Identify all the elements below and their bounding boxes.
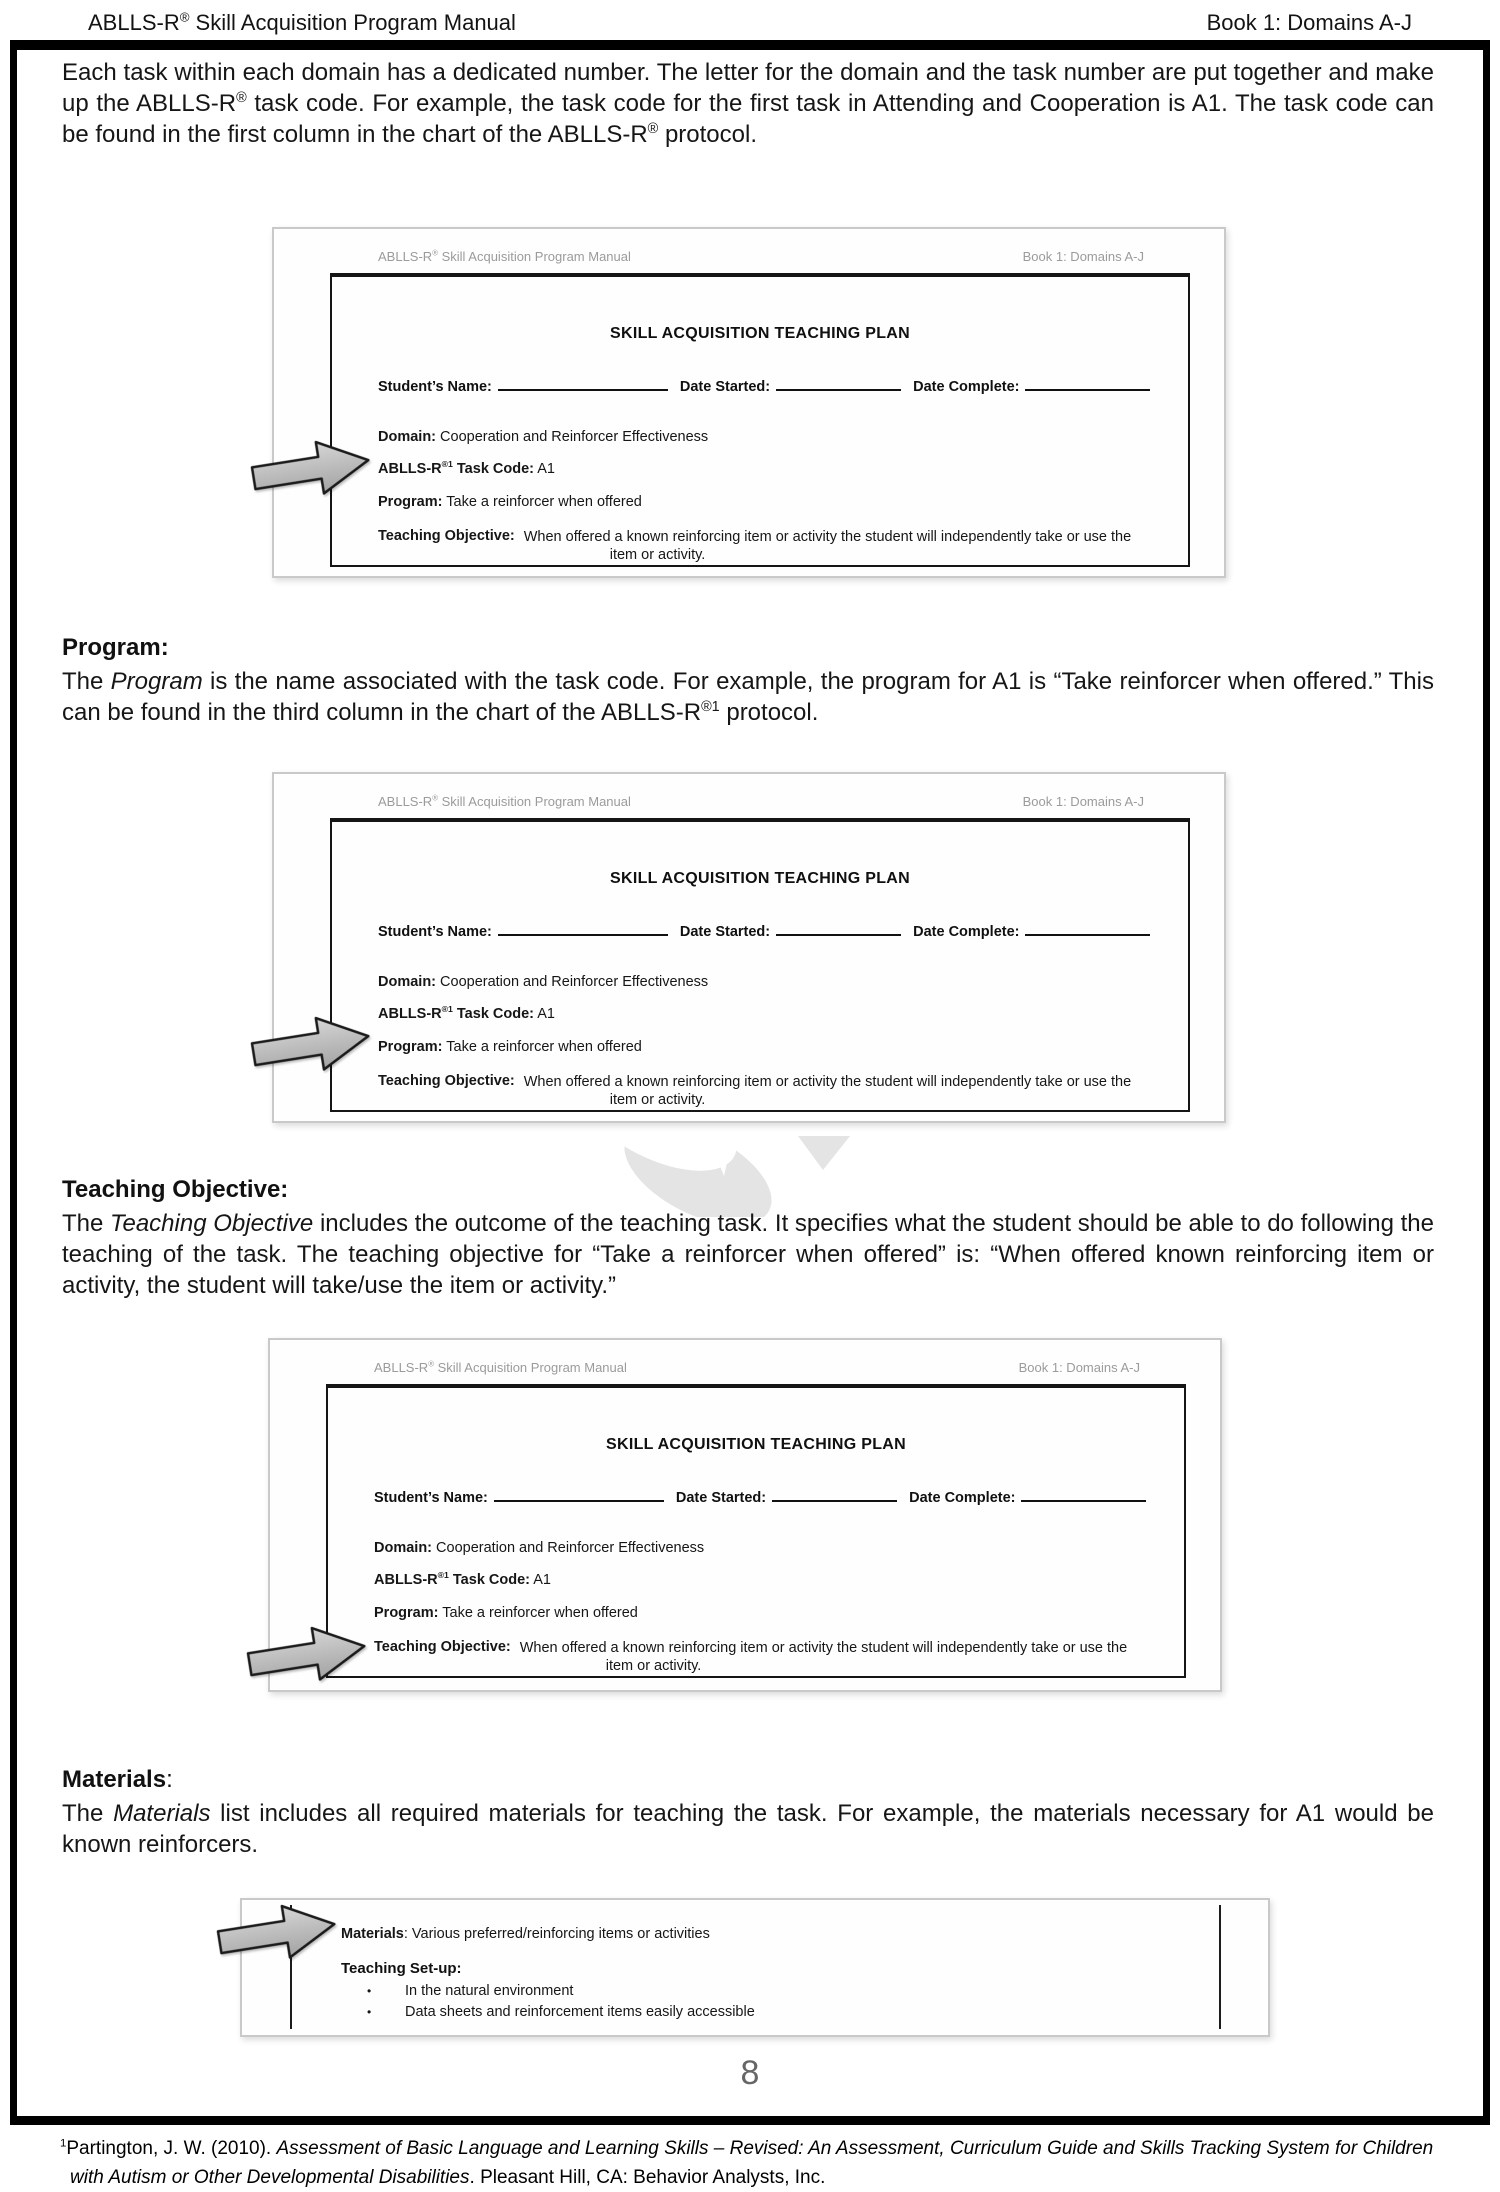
program-text-mid: is the name associated with the task code. For example, the program for A1 is “Take reinforcer when offered.” This can be found in the third column in the chart of the ABLLS-R [62, 668, 1434, 726]
materials-heading-colon: : [166, 1766, 173, 1793]
registered-mark: ®1 [437, 1570, 449, 1581]
task-code-label-post: Task Code: [448, 1572, 530, 1588]
domain-value: Cooperation and Reinforcer Effectiveness [440, 974, 709, 990]
registered-mark: ® [428, 1359, 434, 1369]
bullet-text: In the natural environment [405, 1983, 574, 1999]
program-row [378, 1039, 642, 1055]
teaching-setup-label: Teaching Set-up: [341, 1960, 462, 1977]
figure-mini-header [378, 249, 1144, 264]
mini-header-title [374, 1360, 627, 1375]
student-name-blank [498, 922, 668, 936]
intro-paragraph [62, 57, 1434, 150]
materials-value: : Various preferred/reinforcing items or activities [403, 1926, 710, 1942]
mini-header-title [378, 794, 631, 809]
domain-label: Domain: [378, 429, 436, 445]
page-number: 8 [740, 2054, 760, 2092]
objective-label: Teaching Objective: [378, 528, 515, 544]
student-info-row [374, 1488, 1176, 1506]
student-info-row [378, 922, 1180, 940]
materials-screenshot [240, 1898, 1270, 2037]
mini-header-text: ABLLS-R [378, 249, 433, 264]
student-name-blank [494, 1488, 664, 1502]
student-name-label: Student’s Name: [378, 379, 492, 395]
logo-watermark [620, 1132, 860, 1217]
header-title-text: ABLLS-R [88, 10, 180, 35]
teaching-plan-screenshot-2 [272, 772, 1226, 1123]
registered-mark: ® [236, 90, 247, 106]
objective-value [524, 528, 1180, 564]
objective-label: Teaching Objective: [374, 1639, 511, 1655]
materials-row [341, 1926, 710, 1942]
program-value: Take a reinforcer when offered [446, 494, 642, 510]
task-code-label [374, 1572, 530, 1588]
date-started-blank [772, 1488, 897, 1502]
task-code-value: A1 [537, 461, 555, 477]
registered-mark: ® [432, 793, 438, 803]
task-code-row [378, 1006, 555, 1022]
objective-text-pre: The [62, 1210, 111, 1237]
registered-mark: ® [179, 9, 190, 25]
date-complete-blank [1021, 1488, 1146, 1502]
footnote-citation-pre: Partington, J. W. (2010). [66, 2138, 277, 2159]
program-row [374, 1605, 638, 1621]
footnote-marker: 1 [60, 2137, 67, 2150]
date-started-label: Date Started: [679, 379, 771, 395]
mini-header-text: ABLLS-R [374, 1360, 429, 1375]
setup-bullet-item [367, 2004, 755, 2020]
teaching-objective-paragraph [62, 1208, 1434, 1301]
header-manual-title [88, 10, 516, 36]
program-value: Take a reinforcer when offered [442, 1605, 638, 1621]
bullet-text: Data sheets and reinforcement items easily accessible [405, 2004, 755, 2020]
intro-text-2: task code. For example, the task code for the first task in Attending and Cooperation is A1. The task code can be found in the first column in the chart of the ABLLS-R [62, 90, 1434, 148]
registered-mark: ®1 [701, 699, 720, 715]
date-complete-blank [1025, 377, 1150, 391]
watermark-swoosh-icon [620, 1132, 860, 1217]
task-code-value: A1 [533, 1572, 551, 1588]
objective-value [524, 1073, 1180, 1109]
page-header [88, 10, 1412, 36]
registered-mark: ®1 [441, 1004, 453, 1015]
intro-text-3: protocol. [658, 121, 757, 148]
registered-mark: ®1 [441, 459, 453, 470]
mini-header-rest: Skill Acquisition Program Manual [433, 1360, 627, 1375]
mini-header-rest: Skill Acquisition Program Manual [437, 249, 631, 264]
program-term-italic: Program [110, 668, 203, 695]
objective-label: Teaching Objective: [378, 1073, 515, 1089]
bullet-icon: • [367, 1984, 372, 1998]
domain-label: Domain: [374, 1540, 432, 1556]
figure-mini-header [374, 1360, 1140, 1375]
domain-label: Domain: [378, 974, 436, 990]
header-title-rest: Skill Acquisition Program Manual [189, 10, 516, 35]
materials-text-pre: The [62, 1800, 114, 1827]
teaching-plan-form [326, 1384, 1186, 1678]
materials-label: Materials [341, 1926, 404, 1942]
domain-value: Cooperation and Reinforcer Effectiveness [440, 429, 709, 445]
mini-header-text: ABLLS-R [378, 794, 433, 809]
materials-heading [62, 1766, 173, 1794]
date-started-label: Date Started: [679, 924, 771, 940]
program-text-post: protocol. [719, 699, 819, 726]
task-code-label-pre: ABLLS-R [378, 1006, 442, 1022]
program-text-pre: The [62, 668, 111, 695]
date-complete-label: Date Complete: [909, 1490, 1016, 1506]
task-code-row [378, 461, 555, 477]
objective-row [378, 1073, 1180, 1109]
teaching-objective-heading: Teaching Objective: [62, 1176, 289, 1203]
date-started-blank [776, 922, 901, 936]
materials-term-italic: Materials [113, 1800, 211, 1827]
student-name-label: Student’s Name: [378, 924, 492, 940]
program-label: Program: [378, 494, 443, 510]
domain-row [378, 974, 708, 990]
objective-value [520, 1639, 1176, 1675]
registered-mark: ® [647, 121, 659, 137]
task-code-label-post: Task Code: [452, 461, 534, 477]
bullet-icon: • [367, 2005, 372, 2019]
date-started-blank [776, 377, 901, 391]
student-name-blank [498, 377, 668, 391]
domain-value: Cooperation and Reinforcer Effectiveness [436, 1540, 705, 1556]
date-complete-label: Date Complete: [913, 379, 1020, 395]
footnote-book-title: Assessment of Basic Language and Learning Skills – Revised: An Assessment, Curriculum Guide and Skills Tracking System for Children with Autism or Other Developmental Disabilities [70, 2138, 1434, 2188]
mini-header-book: Book 1: Domains A-J [1022, 794, 1144, 809]
objective-value-line1: When offered a known reinforcing item or activity the student will independently take or use the [523, 529, 1132, 545]
task-code-row [374, 1572, 551, 1588]
setup-bullet-item [367, 1983, 573, 1999]
objective-value-line1: When offered a known reinforcing item or activity the student will independently take or use the [519, 1640, 1128, 1656]
form-title: SKILL ACQUISITION TEACHING PLAN [610, 870, 910, 887]
task-code-label-post: Task Code: [452, 1006, 534, 1022]
student-info-row [378, 377, 1180, 395]
date-complete-blank [1025, 922, 1150, 936]
program-label: Program: [374, 1605, 439, 1621]
domain-row [378, 429, 708, 445]
task-code-label-pre: ABLLS-R [378, 461, 442, 477]
program-label: Program: [378, 1039, 443, 1055]
mini-header-title [378, 249, 631, 264]
objective-value-line2: item or activity. [605, 1658, 702, 1674]
objective-value-line1: When offered a known reinforcing item or activity the student will independently take or use the [523, 1074, 1132, 1090]
materials-paragraph [62, 1798, 1434, 1860]
objective-term-italic: Teaching Objective [110, 1210, 314, 1237]
teaching-plan-screenshot-1 [272, 227, 1226, 578]
program-row [378, 494, 642, 510]
program-paragraph [62, 666, 1434, 728]
mini-header-rest: Skill Acquisition Program Manual [437, 794, 631, 809]
figure-mini-header [378, 794, 1144, 809]
form-right-border-line [1219, 1905, 1221, 2029]
task-code-value: A1 [537, 1006, 555, 1022]
objective-value-line2: item or activity. [609, 1092, 706, 1108]
form-title: SKILL ACQUISITION TEACHING PLAN [606, 1436, 906, 1453]
objective-row [378, 528, 1180, 564]
task-code-label-pre: ABLLS-R [374, 1572, 438, 1588]
student-name-label: Student’s Name: [374, 1490, 488, 1506]
teaching-plan-screenshot-3 [268, 1338, 1222, 1692]
teaching-plan-form [330, 818, 1190, 1112]
materials-heading-bold: Materials [62, 1766, 167, 1793]
header-book-label: Book 1: Domains A-J [1206, 10, 1412, 35]
program-value: Take a reinforcer when offered [446, 1039, 642, 1055]
task-code-label [378, 461, 534, 477]
objective-value-line2: item or activity. [609, 547, 706, 563]
objective-text-post: includes the outcome of the teaching task. It specifies what the student should be able to do following the teaching of the task. The teaching objective for “Take a reinforcer when offered” is: “When offered known reinforcing item or activity, the student will take/use the item or activity.” [62, 1210, 1434, 1299]
mini-header-book: Book 1: Domains A-J [1022, 249, 1144, 264]
mini-header-book: Book 1: Domains A-J [1018, 1360, 1140, 1375]
form-title: SKILL ACQUISITION TEACHING PLAN [610, 325, 910, 342]
registered-mark: ® [432, 248, 438, 258]
task-code-label [378, 1006, 534, 1022]
intro-text-1: Each task within each domain has a dedicated number. The letter for the domain and the task number are put together and make up the ABLLS-R [62, 59, 1434, 117]
footnote-citation-post: . Pleasant Hill, CA: Behavior Analysts, Inc. [469, 2167, 826, 2188]
teaching-plan-form [330, 273, 1190, 567]
domain-row [374, 1540, 704, 1556]
materials-text-post: list includes all required materials for teaching the task. For example, the materials necessary for A1 would be known reinforcers. [62, 1800, 1435, 1858]
footnote [60, 2134, 1452, 2192]
objective-row [374, 1639, 1176, 1675]
date-complete-label: Date Complete: [913, 924, 1020, 940]
date-started-label: Date Started: [675, 1490, 767, 1506]
program-heading: Program: [62, 634, 169, 661]
